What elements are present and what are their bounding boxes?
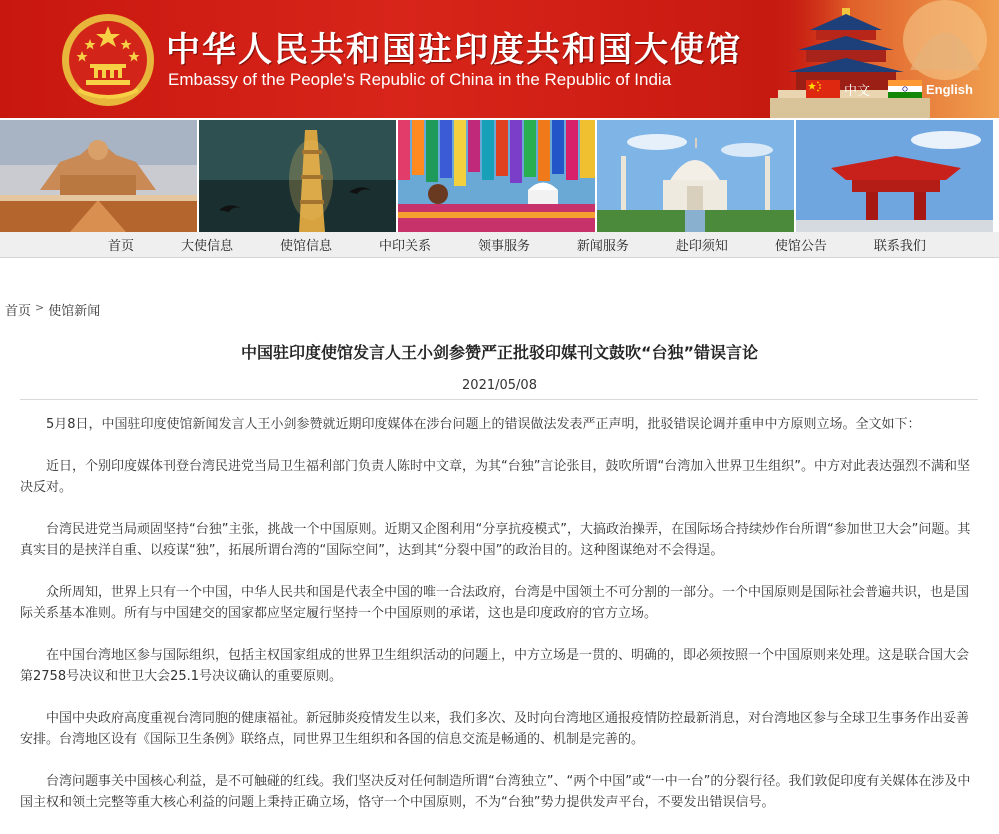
breadcrumb-separator: > [35, 301, 45, 314]
article-paragraph: 台湾问题事关中国核心利益，是不可触碰的红线。我们坚决反对任何制造所谓“台湾独立”、“两个中国”或“一中一台”的分裂行径。我们敦促印度有关媒体在涉及中国主权和领土完整等重大核心利益的问题上秉持正确立场，恪守一个中国原则，不为“台独”势力提供发声平台，不要发出错误信号。 [20, 774, 971, 810]
article-paragraph: 中国中央政府高度重视台湾同胞的健康福祉。新冠肺炎疫情发生以来，我们多次、及时向台湾地区通报疫情防控最新消息，对台湾地区参与全球卫生事务作出妥善安排。台湾地区设有《国际卫生条例》联络点，同世界卫生组织和各国的信息交流是畅通的、机制是完善的。 [20, 711, 970, 747]
header-banner [0, 0, 999, 118]
akshardham-image [0, 120, 197, 232]
lang-english-label: English [926, 81, 973, 97]
textiles-image [398, 120, 595, 232]
breadcrumb-embassy-news[interactable]: 使馆新闻 [48, 304, 101, 319]
qutub-minar-image [199, 120, 396, 232]
article-paragraph: 台湾民进党当局顽固坚持“台独”主张，挑战一个中国原则。近期又企图利用“分享抗疫模式”，大搞政治操弄，在国际场合持续炒作台所谓“参加世卫大会”问题。其真实目的是挟洋自重、以疫谋“独”，拓展所谓台湾的“国际空间”，达到其“分裂中国”的政治目的。这种图谋绝对不会得逞。 [20, 522, 971, 558]
nav-contact-us[interactable]: 联系我们 [873, 239, 926, 254]
site-title-en: Embassy of the People's Republic of China in the Republic of India [168, 70, 672, 89]
nav-ambassador[interactable]: 大使信息 [180, 239, 233, 254]
nav-china-india-relations[interactable]: 中印关系 [378, 239, 431, 254]
photo-textiles [398, 120, 595, 232]
temple-of-heaven-icon [770, 0, 999, 118]
taj-mahal-image [597, 120, 794, 232]
nav-announcements[interactable]: 使馆公告 [774, 239, 827, 254]
nav-news-services[interactable]: 新闻服务 [576, 239, 629, 254]
article-paragraph: 近日，个别印度媒体刊登台湾民进党当局卫生福利部门负责人陈时中文章，为其“台独”言论张目，鼓吹所谓“台湾加入世界卫生组织”。中方对此表达强烈不满和坚决反对。 [20, 459, 970, 495]
article-paragraph: 众所周知，世界上只有一个中国，中华人民共和国是代表全中国的唯一合法政府，台湾是中国领土不可分割的一部分。一个中国原则是国际社会普遍共识，也是国际关系基本准则。所有与中国建交的国家都应坚定履行坚持一个中国原则的承诺，这也是印度政府的官方立场。 [20, 585, 970, 621]
main-nav [0, 232, 999, 258]
photo-qutub-minar [199, 120, 396, 232]
breadcrumb [5, 300, 100, 319]
site-title-cn: 中华人民共和国驻印度共和国大使馆 [166, 30, 742, 70]
article-title: 中国驻印度使馆发言人王小剑参赞严正批驳印媒刊文鼓吹“台独”错误言论 [240, 343, 759, 362]
lang-switch-chinese[interactable] [806, 80, 870, 98]
lang-chinese-label: 中文 [844, 83, 871, 99]
article-body [20, 414, 978, 834]
national-emblem-icon [60, 12, 156, 108]
breadcrumb-home[interactable]: 首页 [5, 304, 32, 319]
photo-taj-mahal [597, 120, 794, 232]
photo-akshardham [0, 120, 197, 232]
title-divider [20, 399, 978, 400]
china-pavilion-image [796, 120, 993, 232]
photo-china-pavilion [796, 120, 993, 232]
photo-strip [0, 120, 999, 232]
nav-embassy-info[interactable]: 使馆信息 [279, 239, 332, 254]
india-flag-icon [888, 80, 922, 98]
china-flag-icon [806, 80, 840, 98]
nav-travel-to-india[interactable]: 赴印须知 [675, 239, 728, 254]
nav-consular-services[interactable]: 领事服务 [477, 239, 530, 254]
article-date: 2021/05/08 [462, 378, 537, 393]
nav-home[interactable]: 首页 [108, 239, 135, 254]
article-paragraph: 在中国台湾地区参与国际组织，包括主权国家组成的世界卫生组织活动的问题上，中方立场是一贯的、明确的，即必须按照一个中国原则来处理。这是联合国大会第2758号决议和世卫大会25.1号决议确认的重要原则。 [20, 648, 970, 684]
lang-switch-english[interactable] [888, 80, 973, 98]
article-paragraph: 5月8日，中国驻印度使馆新闻发言人王小剑参赞就近期印度媒体在涉台问题上的错误做法发表严正声明，批驳错误论调并重申中方原则立场。全文如下： [46, 417, 921, 432]
